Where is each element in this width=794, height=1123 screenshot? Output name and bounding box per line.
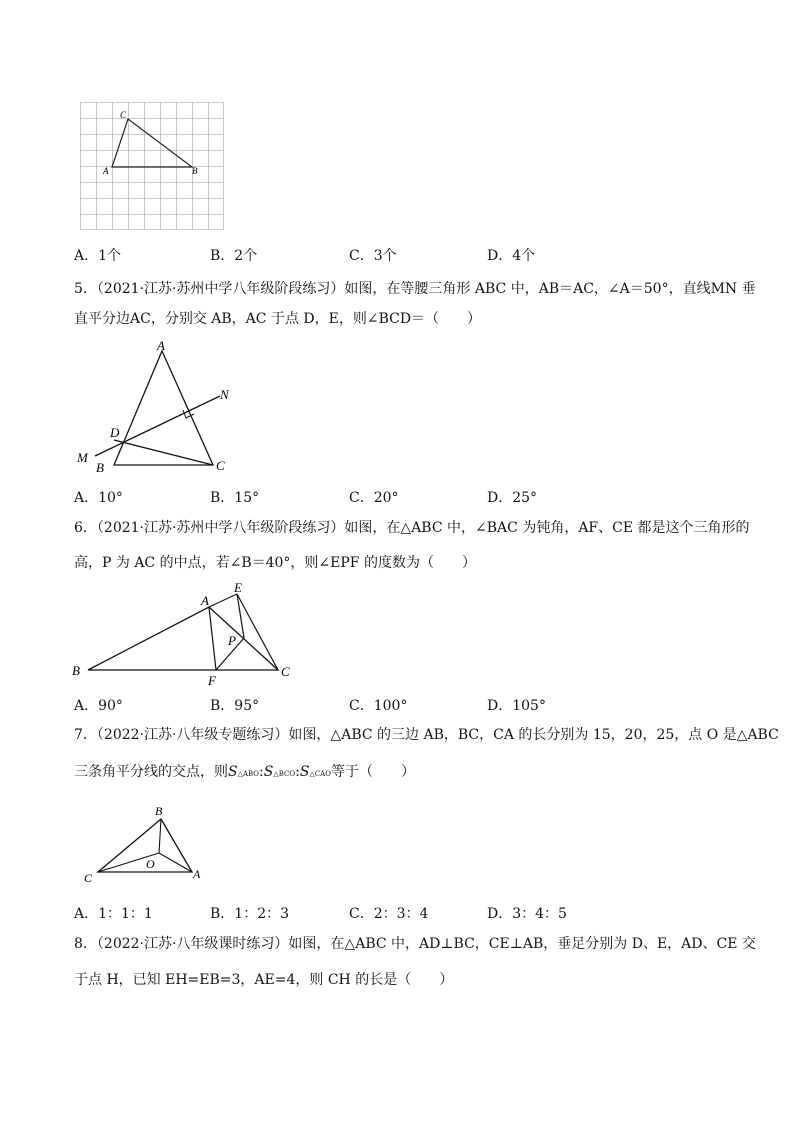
q6-figure xyxy=(68,578,308,688)
q5-label-a: A xyxy=(157,338,165,353)
q6-option-b[interactable]: B．95° xyxy=(210,698,260,714)
q6-option-c[interactable]: C．100° xyxy=(349,698,408,714)
q4-label-a: A xyxy=(103,166,109,176)
q6-option-d[interactable]: D．105° xyxy=(487,698,546,714)
q8-question-line2: 于点 H，已知 EH=EB=3，AE=4，则 CH 的长是（ ） xyxy=(74,972,454,988)
q5-segment-dc xyxy=(114,440,213,465)
q7-question-line1: 7．（2022·江苏·八年级专题练习）如图，△ABC 的三边 AB，BC，CA 的长分别为 15，20，25，点 O 是△ABC xyxy=(74,727,779,743)
q6-label-f: F xyxy=(208,673,216,688)
q5-label-b: B xyxy=(96,460,104,475)
q6-label-e: E xyxy=(234,580,242,595)
q7-question-line2: 三条角平分线的交点，则S△ABO:S△BCO:S△CAO等于（ ） xyxy=(74,764,415,780)
q6-question-line1: 6．（2021·江苏·苏州中学八年级阶段练习）如图，在△ABC 中，∠BAC 为钝角，AF、CE 都是这个三角形的 xyxy=(74,520,750,536)
q4-option-d[interactable]: D．4个 xyxy=(487,248,536,264)
q6-altitude-af xyxy=(209,607,216,670)
q7-line2-prefix: 三条角平分线的交点，则 xyxy=(74,764,228,780)
q7-option-d[interactable]: D．3：4：5 xyxy=(487,906,567,922)
q4-option-b[interactable]: B．2个 xyxy=(210,248,258,264)
q7-area-s2: S△BCO xyxy=(263,764,296,780)
q7-label-c: C xyxy=(84,871,93,885)
q4-grid xyxy=(80,102,224,230)
q5-option-a[interactable]: A．10° xyxy=(74,490,123,506)
q4-label-c: C xyxy=(120,110,127,120)
q7-area-s1: S△ABO xyxy=(228,764,260,780)
q7-label-b: B xyxy=(155,804,163,818)
q5-label-c: C xyxy=(216,458,225,473)
q6-label-p: P xyxy=(228,633,236,648)
q4-triangle xyxy=(112,119,192,167)
q6-label-a: A xyxy=(201,593,209,608)
q4-grid-figure xyxy=(80,102,226,232)
q5-figure xyxy=(70,338,240,478)
q7-option-a[interactable]: A．1：1：1 xyxy=(74,906,153,922)
q5-label-m: M xyxy=(77,450,88,465)
q5-label-n: N xyxy=(220,387,229,402)
q5-option-d[interactable]: D．25° xyxy=(487,490,538,506)
q7-figure xyxy=(78,800,208,885)
q7-label-a: A xyxy=(193,867,201,881)
q4-label-b: B xyxy=(192,166,198,176)
q7-option-b[interactable]: B．1：2：3 xyxy=(210,906,290,922)
q5-question-line2: 直平分边AC，分别交 AB，AC 于点 D，E，则∠BCD＝（ ） xyxy=(74,311,482,327)
q5-option-c[interactable]: C．20° xyxy=(349,490,399,506)
q7-line2-suffix: 等于（ ） xyxy=(330,764,415,780)
q7-label-o: O xyxy=(146,857,155,871)
q5-label-d: D xyxy=(110,425,120,440)
q8-question-line1: 8．（2022·江苏·八年级课时练习）如图，在△ABC 中，AD⊥BC，CE⊥AB，垂足分别为 D、E，AD、CE 交 xyxy=(74,936,756,952)
q6-question-line2: 高，P 为 AC 的中点，若∠B＝40°，则∠EPF 的度数为（ ） xyxy=(74,555,476,571)
q7-segment-ob xyxy=(159,819,161,853)
q6-altitude-ce xyxy=(209,594,237,607)
q6-option-a[interactable]: A．90° xyxy=(74,698,123,714)
q5-option-b[interactable]: B．15° xyxy=(210,490,260,506)
q4-option-c[interactable]: C．3个 xyxy=(349,248,397,264)
q5-triangle xyxy=(114,351,213,465)
q4-option-a[interactable]: A．1个 xyxy=(74,248,122,264)
q6-label-b: B xyxy=(72,663,80,678)
q7-area-s3: S△CAO xyxy=(299,764,331,780)
q5-question-line1: 5．（2021·江苏·苏州中学八年级阶段练习）如图，在等腰三角形 ABC 中，AB＝AC，∠A＝50°，直线MN 垂 xyxy=(74,281,756,297)
q7-option-c[interactable]: C．2：3：4 xyxy=(349,906,429,922)
q6-label-c: C xyxy=(281,664,290,679)
